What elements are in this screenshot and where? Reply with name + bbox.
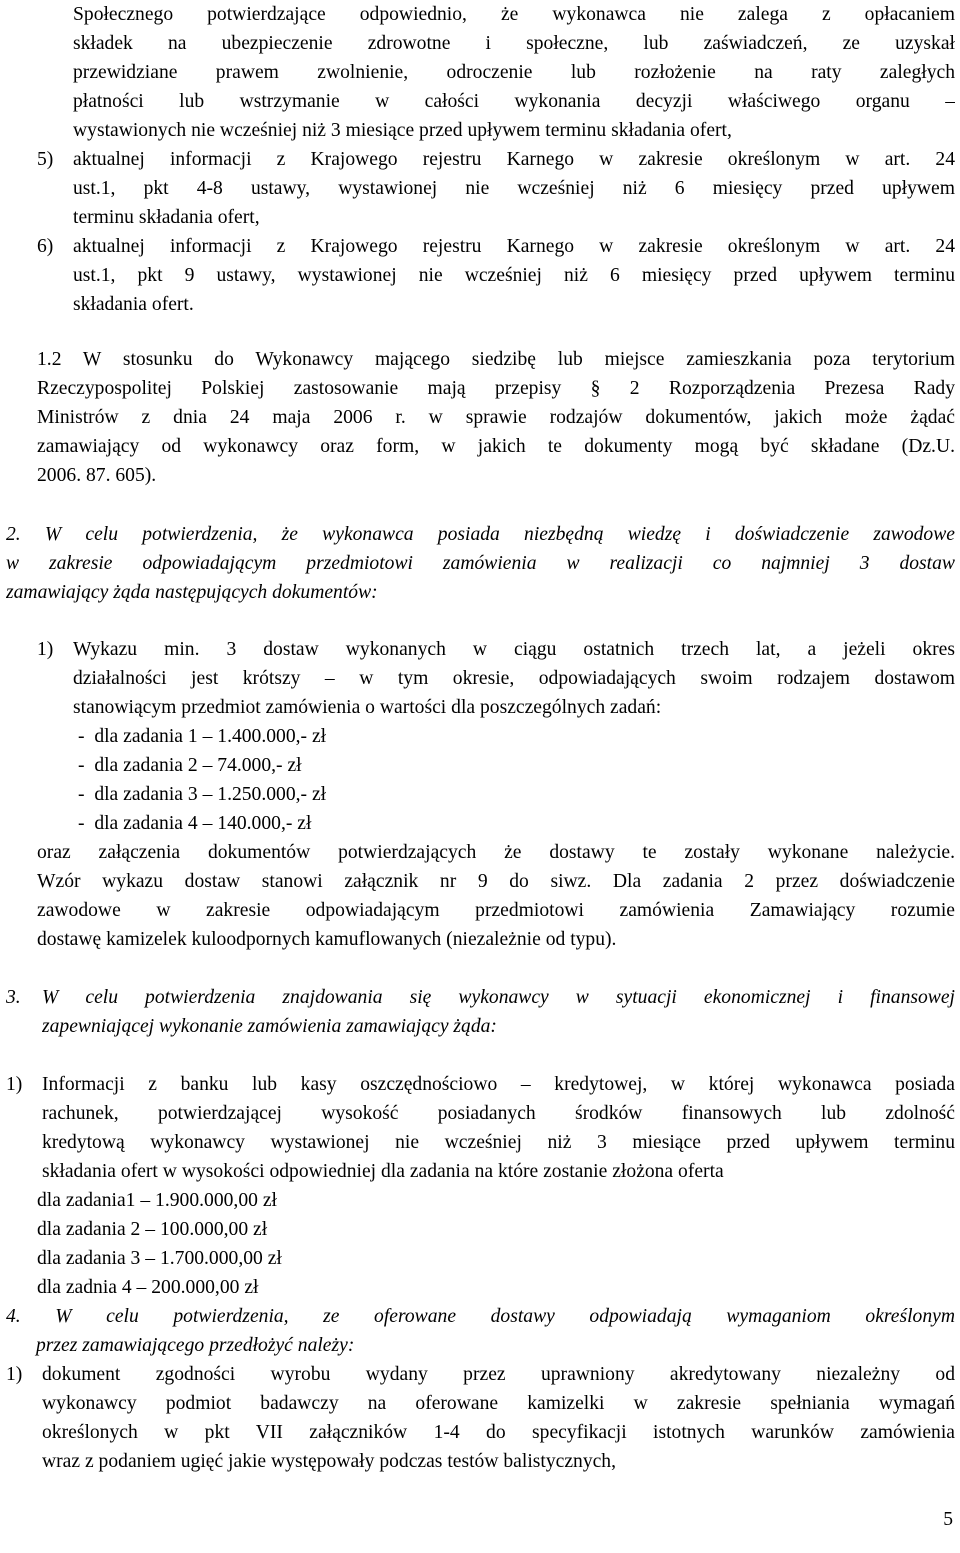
list-item: - dla zadania 1 – 1.400.000,- zł (78, 726, 327, 747)
text-line: Wzór wykazu dostaw stanowi załącznik nr 9 do siwz. Dla zadania 2 przez doświadczenie (37, 871, 955, 892)
text-line: Ministrów z dnia 24 maja 2006 r. w sprawie rodzajów dokumentów, jakich może żądać (37, 407, 955, 428)
list-item: dla zadania 2 – 100.000,00 zł (37, 1219, 268, 1240)
section-4-heading (6, 1302, 955, 1360)
section-3-item-1 (42, 1070, 955, 1186)
list-item: dla zadania1 – 1.900.000,00 zł (37, 1190, 277, 1211)
list-number: 6) (37, 236, 54, 257)
section-3-heading (42, 983, 955, 1041)
list-number: 1) (37, 639, 54, 660)
text-line: składania ofert. (73, 294, 194, 315)
list-number: 1) (6, 1364, 23, 1385)
text-line: aktualnej informacji z Krajowego rejestru Karnego w zakresie określonym w art. 24 (73, 236, 955, 257)
text-line: określonych w pkt VII załączników 1-4 do specyfikacji istotnych warunków zamówienia (42, 1422, 955, 1443)
text-line: 2006. 87. 605). (37, 465, 157, 486)
text-line: Rzeczypospolitej Polskiej zastosowanie mają przepisy § 2 Rozporządzenia Prezesa Rady (37, 378, 955, 399)
section-number: 3. (6, 987, 21, 1008)
text-line: dostawę kamizelek kuloodpornych kamuflowanych (niezależnie od typu). (37, 929, 617, 950)
section-2-item-1 (73, 635, 955, 722)
task-amount-list (37, 1186, 537, 1302)
text-line: rachunek, potwierdzającej wysokość posiadanych środków finansowych lub zdolność (42, 1103, 955, 1124)
text-line: oraz załączenia dokumentów potwierdzających że dostawy te zostały wykonane należycie. (37, 842, 955, 863)
text-line: przez zamawiającego przedłożyć należy: (36, 1335, 355, 1356)
text-line: zamawiający żąda następujących dokumentów: (6, 582, 378, 603)
text-line: ust.1, pkt 4-8 ustawy, wystawionej nie wcześniej niż 6 miesięcy przed upływem (73, 178, 955, 199)
text-line: 4. W celu potwierdzenia, ze oferowane dostawy odpowiadają wymaganiom określonym (6, 1306, 955, 1327)
list-item: - dla zadania 4 – 140.000,- zł (78, 813, 312, 834)
list-number: 1) (6, 1074, 23, 1095)
text-line: 2. W celu potwierdzenia, że wykonawca posiada niezbędną wiedzę i doświadczenie zawodowe (6, 524, 955, 545)
text-line: kredytową wykonawcy wystawionej nie wcześniej niż 3 miesiące przed upływem terminu (42, 1132, 955, 1153)
text-line: ust.1, pkt 9 ustawy, wystawionej nie wcześniej niż 6 miesięcy przed upływem terminu (73, 265, 955, 286)
text-line: stanowiącym przedmiot zamówienia o wartości dla poszczególnych zadań: (73, 697, 662, 718)
text-line: Wykazu min. 3 dostaw wykonanych w ciągu ostatnich trzech lat, a jeżeli okres (73, 639, 955, 660)
text-line: dokument zgodności wyrobu wydany przez uprawniony akredytowany niezależny od (42, 1364, 955, 1385)
text-line: płatności lub wstrzymanie w całości wykonania decyzji właściwego organu – (73, 91, 955, 112)
list-item-5 (73, 145, 955, 232)
section-2-item-1-continuation (37, 838, 955, 954)
list-item: dla zadnia 4 – 200.000,00 zł (37, 1277, 259, 1298)
text-line: zawodowe w zakresie odpowiadającym przedmiotowi zamówienia Zamawiający rozumie (37, 900, 955, 921)
text-line: zapewniającej wykonanie zamówienia zamawiający żąda: (42, 1016, 497, 1037)
section-1-2 (37, 345, 955, 490)
section-2-heading (6, 520, 955, 607)
text-line: terminu składania ofert, (73, 207, 260, 228)
list-item: dla zadania 3 – 1.700.000,00 zł (37, 1248, 282, 1269)
list-item: - dla zadania 2 – 74.000,- zł (78, 755, 302, 776)
text-line: wykonawcy podmiot badawczy na oferowane kamizelki w zakresie spełniania wymagań (42, 1393, 955, 1414)
text-line: 1.2 W stosunku do Wykonawcy mającego siedzibę lub miejsce zamieszkania poza terytorium (37, 349, 955, 370)
list-number: 5) (37, 149, 54, 170)
list-item: - dla zadania 3 – 1.250.000,- zł (78, 784, 327, 805)
text-line: przewidziane prawem zwolnienie, odroczenie lub rozłożenie na raty zaległych (73, 62, 955, 83)
section-4-item-1 (42, 1360, 955, 1476)
text-line: wystawionych nie wcześniej niż 3 miesiące przed upływem terminu składania ofert, (73, 120, 732, 141)
text-line: aktualnej informacji z Krajowego rejestru Karnego w zakresie określonym w art. 24 (73, 149, 955, 170)
page-number: 5 (943, 1509, 953, 1530)
list-item-6 (73, 232, 955, 319)
text-line: składania ofert w wysokości odpowiedniej dla zadania na które zostanie złożona oferta (42, 1161, 724, 1182)
text-line: wraz z podaniem ugięć jakie występowały podczas testów balistycznych, (42, 1451, 617, 1472)
text-line: Informacji z banku lub kasy oszczędnościowo – kredytowej, w której wykonawca posiada (42, 1074, 955, 1095)
text-line: składek na ubezpieczenie zdrowotne i społeczne, lub zaświadczeń, ze uzyskał (73, 33, 955, 54)
text-line: W celu potwierdzenia znajdowania się wykonawcy w sytuacji ekonomicznej i finansowej (42, 987, 955, 1008)
text-line: działalności jest krótszy – w tym okresie, odpowiadających swoim rodzajem dostawom (73, 668, 955, 689)
text-line: zamawiający od wykonawcy oraz form, w jakich te dokumenty mogą być składane (Dz.U. (37, 436, 955, 457)
paragraph-continuation (73, 0, 955, 145)
text-line: w zakresie odpowiadającym przedmiotowi zamówienia w realizacji co najmniej 3 dostaw (6, 553, 955, 574)
task-value-list (78, 722, 578, 838)
text-line: Społecznego potwierdzające odpowiednio, że wykonawca nie zalega z opłacaniem (73, 4, 955, 25)
